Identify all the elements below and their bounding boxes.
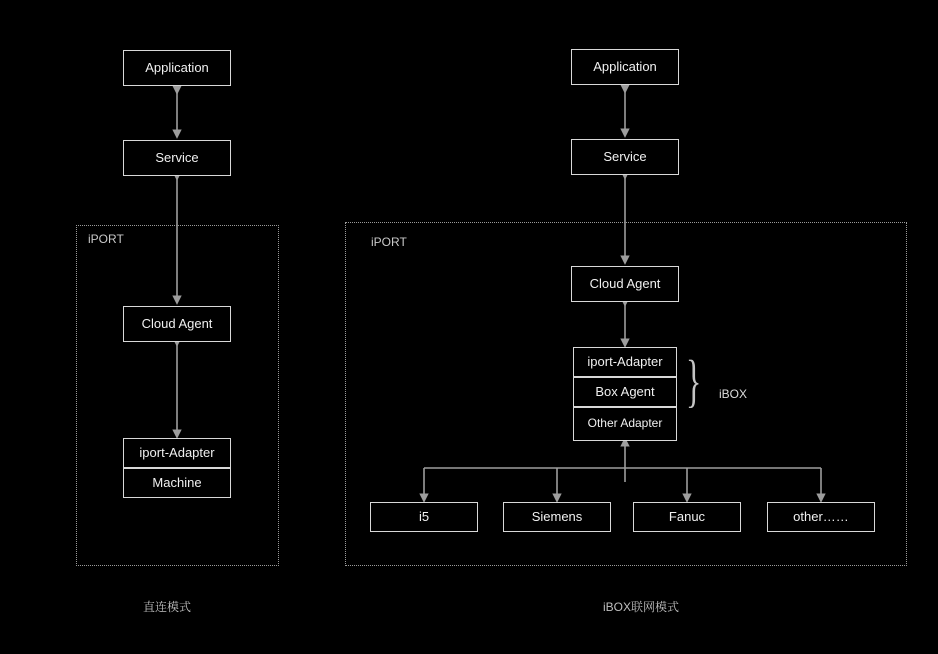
device-node-fanuc[interactable] — [633, 502, 741, 532]
right-service-node[interactable] — [571, 139, 679, 175]
device-node-other[interactable] — [767, 502, 875, 532]
right-cloud-agent-label: Cloud Agent — [589, 275, 661, 291]
right-application-label: Application — [593, 58, 657, 74]
left-service-node[interactable] — [123, 140, 231, 176]
device-node-siemens[interactable] — [503, 502, 611, 532]
right-iport-adapter-node[interactable] — [573, 347, 677, 377]
right-other-adapter-node[interactable] — [573, 407, 677, 441]
device-label-other: other…… — [793, 508, 849, 524]
left-service-label: Service — [155, 149, 199, 165]
device-label-fanuc: Fanuc — [668, 508, 706, 524]
ibox-brace-label: iBOX — [719, 387, 748, 401]
right-application-node[interactable] — [571, 49, 679, 85]
left-machine-node[interactable] — [123, 468, 231, 498]
left-iport-adapter-label: iport-Adapter — [139, 444, 215, 460]
right-iport-adapter-label: iport-Adapter — [587, 353, 663, 369]
left-application-label: Application — [145, 59, 209, 75]
left-caption: 直连模式 — [142, 600, 191, 614]
left-machine-label: Machine — [152, 474, 202, 490]
ibox-brace: } — [686, 348, 702, 413]
right-caption: iBOX联网模式 — [602, 600, 679, 614]
right-box-agent-label: Box Agent — [595, 383, 655, 399]
right-other-adapter-label: Other Adapter — [587, 416, 663, 431]
left-application-node[interactable] — [123, 50, 231, 86]
right-iport-group-label: iPORT — [371, 235, 407, 249]
right-box-agent-node[interactable] — [573, 377, 677, 407]
right-service-label: Service — [603, 148, 647, 164]
left-iport-group — [76, 225, 279, 566]
device-node-i5[interactable] — [370, 502, 478, 532]
left-cloud-agent-label: Cloud Agent — [141, 315, 213, 331]
left-iport-group-label: iPORT — [88, 232, 124, 246]
left-cloud-agent-node[interactable] — [123, 306, 231, 342]
device-label-i5: i5 — [418, 508, 430, 524]
left-iport-adapter-node[interactable] — [123, 438, 231, 468]
right-cloud-agent-node[interactable] — [571, 266, 679, 302]
device-label-siemens: Siemens — [531, 508, 583, 524]
